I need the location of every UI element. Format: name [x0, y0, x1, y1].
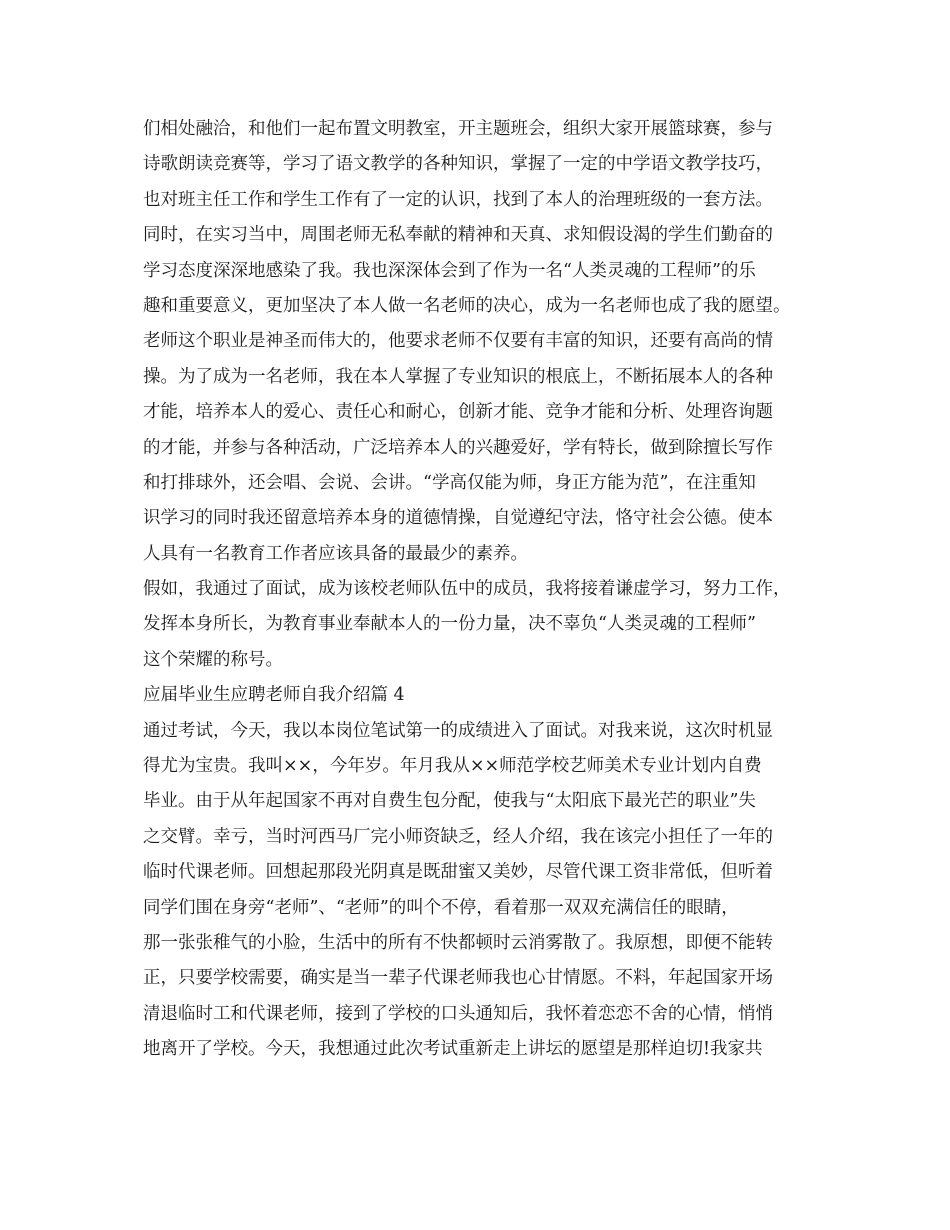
- text-line: 诗歌朗读竞赛等，学习了语文教学的各种知识，掌握了一定的中学语文教学技巧，: [143, 154, 773, 175]
- text-line: 假如，我通过了面试，成为该校老师队伍中的成员，我将接着谦虚学习，努力工作，: [143, 579, 791, 600]
- section-heading: 应届毕业生应聘老师自我介绍篇 4: [143, 685, 405, 706]
- text-line: 通过考试，今天，我以本岗位笔试第一的成绩进入了面试。对我来说，这次时机显: [143, 720, 773, 741]
- text-line: 的才能，并参与各种活动，广泛培养本人的兴趣爱好，学有特长，做到除擅长写作: [143, 437, 773, 458]
- document-body: [143, 112, 843, 1068]
- text-line: 学习态度深深地感染了我。我也深深体会到了作为一名“人类灵魂的工程师”的乐: [143, 260, 756, 281]
- text-line: 得尤为宝贵。我叫××，今年岁。年月我从××师范学校艺师美术专业计划内自费: [143, 756, 762, 777]
- text-line: 老师这个职业是神圣而伟大的，他要求老师不仅要有丰富的知识，还要有高尚的情: [143, 331, 773, 352]
- text-line: 操。为了成为一名老师，我在本人掌握了专业知识的根底上，不断拓展本人的各种: [143, 366, 773, 387]
- text-line: 清退临时工和代课老师，接到了学校的口头通知后，我怀着恋恋不舍的心情，悄悄: [143, 1003, 773, 1024]
- text-line: 那一张张稚气的小脸，生活中的所有不快都顿时云消雾散了。我原想，即便不能转: [143, 932, 773, 953]
- text-line: 之交臂。幸亏，当时河西马厂完小师资缺乏，经人介绍，我在该完小担任了一年的: [143, 826, 773, 847]
- text-line: 正，只要学校需要，确实是当一辈子代课老师我也心甘情愿。不料，年起国家开场: [143, 968, 773, 989]
- text-line: 人具有一名教育工作者应该具备的最最少的素养。: [143, 543, 528, 564]
- text-line: 同学们围在身旁“老师”、“老师”的叫个不停，看着那一双双充满信任的眼睛，: [143, 897, 739, 918]
- text-line: 临时代课老师。回想起那段光阴真是既甜蜜又美妙，尽管代课工资非常低，但听着: [143, 862, 773, 883]
- text-line: 这个荣耀的称号。: [143, 649, 283, 670]
- text-line: 识学习的同时我还留意培养本身的道德情操，自觉遵纪守法，恪守社会公德。使本: [143, 508, 773, 529]
- text-line: 和打排球外，还会唱、会说、会讲。“学高仅能为师，身正方能为范”，在注重知: [143, 472, 756, 493]
- text-line: 同时，在实习当中，周围老师无私奉献的精神和天真、求知假设渴的学生们勤奋的: [143, 225, 773, 246]
- text-line: 才能，培养本人的爱心、责任心和耐心，创新才能、竞争才能和分析、处理咨询题: [143, 402, 773, 423]
- text-line: 发挥本身所长，为教育事业奉献本人的一份力量，决不辜负“人类灵魂的工程师”: [143, 614, 756, 635]
- text-line: 毕业。由于从年起国家不再对自费生包分配，使我与“太阳底下最光芒的职业”失: [143, 791, 756, 812]
- text-line: 趣和重要意义，更加坚决了本人做一名老师的决心，成为一名老师也成了我的愿望。: [143, 295, 791, 316]
- text-line: 也对班主任工作和学生工作有了一定的认识，找到了本人的治理班级的一套方法。: [143, 189, 773, 210]
- text-line: 地离开了学校。今天，我想通过此次考试重新走上讲坛的愿望是那样迫切!我家共: [143, 1039, 763, 1060]
- text-line: 们相处融洽，和他们一起布置文明教室，开主题班会，组织大家开展篮球赛，参与: [143, 119, 773, 139]
